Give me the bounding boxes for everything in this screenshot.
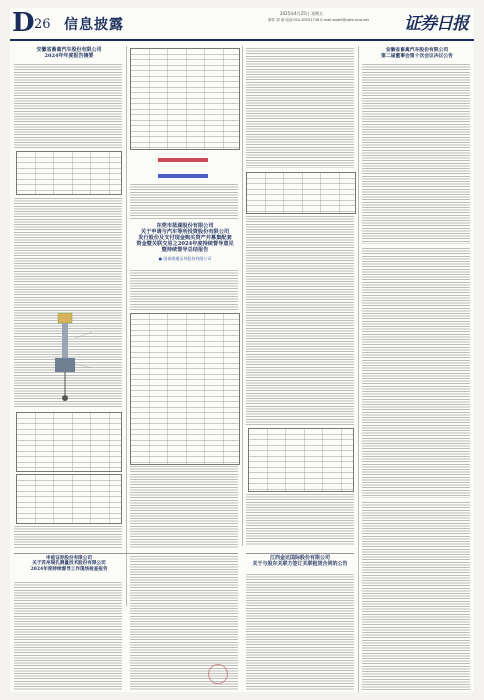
- article-3-body: [362, 64, 470, 244]
- page-header: [10, 8, 474, 38]
- article-4-body: [14, 582, 122, 690]
- official-seal: [208, 664, 228, 684]
- sponsor-logo-icon: ●: [158, 255, 163, 261]
- editor-contact: 制作 刘 涛 电话:010-83251716 E-mail:zqrb9@zqrb.sina.net: [268, 18, 369, 22]
- sponsor-logo: ● 国泰海通证券股份有限公司: [158, 255, 212, 261]
- header-rule: [10, 39, 474, 41]
- article-1-table: [16, 151, 122, 195]
- article-2-body-cont: [130, 466, 238, 548]
- section-rule: [246, 553, 354, 554]
- article-1-table-2: [16, 412, 122, 472]
- article-1-body-end: [14, 526, 122, 548]
- article-2-table-col3: [246, 172, 356, 214]
- article-3-title: 安徽省畜禽汽车股份有限公司 第二届董事会第十次会议决议公告: [381, 47, 453, 59]
- article-1-wide-table: [130, 48, 240, 150]
- newspaper-logo: 证券日报: [404, 14, 468, 34]
- article-1-body: [14, 64, 122, 148]
- article-1-title: 安徽省畜禽汽车股份有限公司 2024年年度报告摘要: [36, 47, 102, 59]
- article-5-title: 江西金达国际股份有限公司 关于与股东关联方签订关联租赁合同的公告: [252, 555, 348, 567]
- article-1-notes: [130, 184, 238, 220]
- newspaper-page: [10, 8, 474, 692]
- section-title: 信息披露: [64, 17, 124, 33]
- article-2-body: [130, 270, 238, 310]
- article-2: [130, 224, 240, 262]
- section-rule: [14, 553, 238, 554]
- page-number: 26: [34, 17, 51, 32]
- article-2-body-col3-end: [246, 494, 354, 546]
- article-2-body-col3: [246, 48, 354, 168]
- article-4: [14, 556, 124, 572]
- article-1-table-3: [16, 474, 122, 524]
- article-4-title: 申能证券股份有限公司 关于苏州瑞孔测量技术股份有限公司 2024年度持续督导工作现场检查报告: [30, 556, 108, 572]
- column-divider: [126, 46, 127, 606]
- article-3: [362, 48, 472, 59]
- article-2-table: [130, 313, 240, 465]
- section-letter: D: [12, 8, 35, 38]
- article-2-title: 东莞市蓝湖股份有限公司 关于申请与汽车等所投资股份有限公司 发行股份及支付现金购买资产并募集配套 资金暨关联交易之2024年度持续督导意见 暨持续督导总结报告: [136, 223, 234, 253]
- article-3-body-cont: [362, 248, 470, 498]
- highlight-bar: [158, 174, 208, 178]
- article-3-body-end: [362, 502, 470, 690]
- column-divider: [358, 46, 359, 692]
- article-1: [14, 48, 124, 60]
- highlight-bar: [158, 158, 208, 162]
- article-5-body: [246, 574, 354, 690]
- column-divider: [242, 46, 243, 546]
- product-diagram: [40, 308, 100, 403]
- issue-date: 2025年4月25日 星期五: [280, 11, 324, 16]
- article-2-table-col3-2: [248, 428, 354, 492]
- article-5: [246, 556, 354, 568]
- article-2-body-col3-cont: [246, 216, 354, 426]
